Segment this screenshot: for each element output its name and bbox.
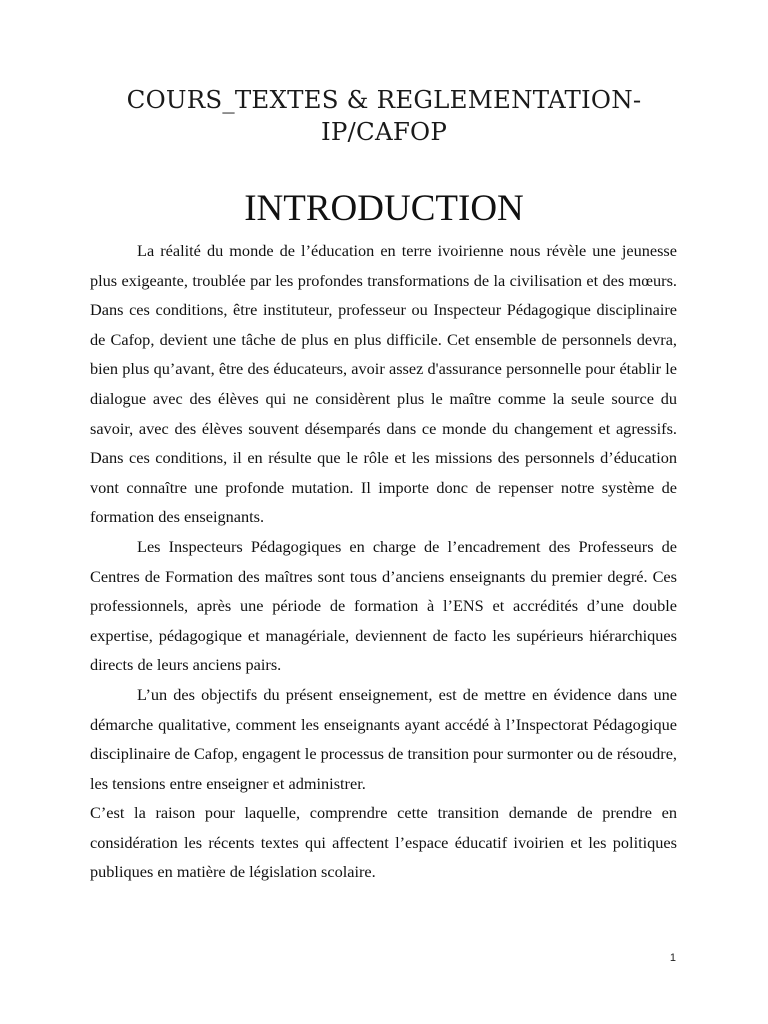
paragraph-3: L’un des objectifs du présent enseignement, est de mettre en évidence dans une démarche qualitative, comment les enseignants ayant accédé à l’Inspectorat Pédagogique disciplinaire de Cafop, engagent le processus de transition pour surmonter ou de résoudre, les tensions entre enseigner et administrer. <box>90 684 677 793</box>
document-title <box>0 84 768 148</box>
document-title-line-1: COURS_TEXTES & REGLEMENTATION- <box>126 85 642 114</box>
paragraph-1: La réalité du monde de l’éducation en terre ivoirienne nous révèle une jeunesse plus exigeante, troublée par les profondes transformations de la civilisation et des mœurs. Dans ces conditions, être instituteur, professeur ou Inspecteur Pédagogique disciplinaire de Cafop, devient une tâche de plus en plus difficile. Cet ensemble de personnels devra, bien plus qu’avant, être des éducateurs, avoir assez d'assurance personnelle pour établir le dialogue avec des élèves qui ne considèrent plus le maître comme la seule source du savoir, avec des élèves souvent désemparés dans ce monde du changement et agressifs. Dans ces conditions, il en résulte que le rôle et les missions des personnels d’éducation vont connaître une profonde mutation. Il importe donc de repenser notre système de formation des enseignants. <box>90 241 677 527</box>
page-number: 1 <box>669 952 676 964</box>
body-text <box>90 236 677 887</box>
paragraph-4: C’est la raison pour laquelle, comprendre cette transition demande de prendre en considération les récents textes qui affectent l’espace éducatif ivoirien et les politiques publiques en matière de législation scolaire. <box>90 803 677 882</box>
paragraph-2: Les Inspecteurs Pédagogiques en charge de l’encadrement des Professeurs de Centres de Formation des maîtres sont tous d’anciens enseignants du premier degré. Ces professionnels, après une période de formation à l’ENS et accrédités d’une double expertise, pédagogique et managériale, deviennent de facto les supérieurs hiérarchiques directs de leurs anciens pairs. <box>90 536 677 675</box>
section-heading: INTRODUCTION <box>244 188 524 229</box>
document-title-line-2: IP/CAFOP <box>320 117 448 146</box>
